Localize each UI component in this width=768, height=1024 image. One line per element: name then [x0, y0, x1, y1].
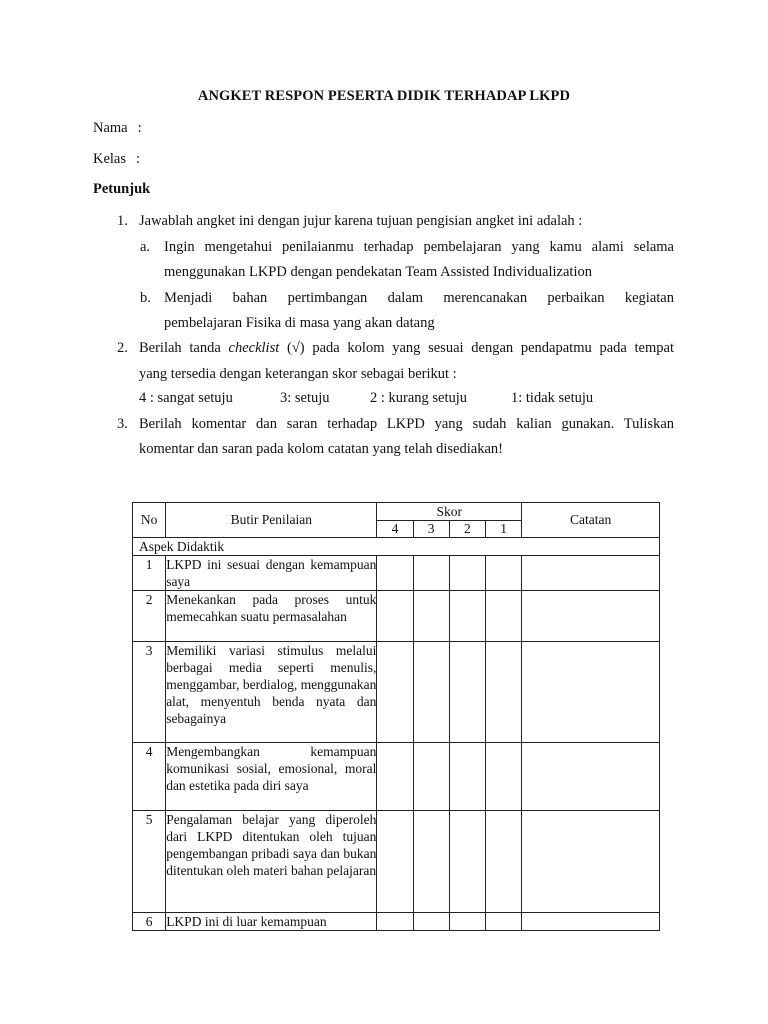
score-cell-4[interactable]	[377, 642, 413, 743]
row-number: 1	[133, 556, 166, 591]
scale-1: 1: tidak setuju	[511, 390, 594, 406]
instruction-1-number: 1.	[117, 213, 128, 229]
instruction-2-italic: checklist	[228, 340, 280, 356]
class-colon: :	[136, 151, 141, 167]
assessment-table	[132, 502, 660, 931]
row-number: 6	[133, 913, 166, 931]
scale-4: 4 : sangat setuju	[139, 390, 233, 406]
row-statement: LKPD ini sesuai dengan kemampuan saya	[166, 557, 377, 589]
score-cell-2[interactable]	[449, 556, 485, 591]
instruction-3-line2: komentar dan saran pada kolom catatan yang telah disediakan!	[139, 441, 503, 457]
instruction-3-number: 3.	[117, 416, 128, 432]
skor-4-header: 4	[377, 521, 413, 538]
instructions-heading: Petunjuk	[93, 181, 151, 197]
score-cell-1[interactable]	[485, 642, 521, 743]
instruction-1-text: Jawablah angket ini dengan jujur karena tujuan pengisian angket ini adalah :	[139, 213, 583, 229]
score-cell-2[interactable]	[449, 642, 485, 743]
table-row	[133, 642, 660, 743]
instruction-2-line1	[139, 340, 674, 356]
instruction-2-post: (√) pada kolom yang sesuai dengan pendapatmu pada tempat	[279, 340, 674, 356]
row-statement	[166, 913, 377, 931]
scale-2: 2 : kurang setuju	[370, 390, 468, 406]
class-label: Kelas	[93, 151, 127, 167]
score-cell-4[interactable]	[377, 811, 413, 913]
row-statement: Mengembangkan kemampuan komunikasi sosial, emosional, moral dan estetika pada diri saya	[166, 743, 377, 811]
score-cell-1[interactable]	[485, 743, 521, 811]
score-cell-1[interactable]	[485, 556, 521, 591]
score-cell-2[interactable]	[449, 591, 485, 642]
notes-cell[interactable]	[522, 913, 660, 931]
name-label: Nama	[93, 120, 128, 136]
page-title: ANGKET RESPON PESERTA DIDIK TERHADAP LKPD	[197, 88, 571, 104]
col-catatan-header: Catatan	[522, 503, 660, 538]
table-row	[133, 743, 660, 811]
table-row	[133, 811, 660, 913]
col-no-header: No	[133, 503, 166, 538]
skor-1-header: 1	[485, 521, 521, 538]
col-skor-header: Skor	[377, 503, 522, 521]
table-row	[133, 556, 660, 591]
row-statement: Menekankan pada proses untuk memecahkan suatu permasalahan	[166, 591, 377, 642]
aspect-heading: Aspek Didaktik	[133, 538, 660, 556]
score-cell-4[interactable]	[377, 591, 413, 642]
scale-3: 3: setuju	[280, 390, 330, 406]
score-cell-3[interactable]	[413, 642, 449, 743]
score-cell-1[interactable]	[485, 591, 521, 642]
score-cell-1[interactable]	[485, 811, 521, 913]
score-cell-4[interactable]	[377, 913, 413, 931]
skor-3-header: 3	[413, 521, 449, 538]
score-cell-3[interactable]	[413, 556, 449, 591]
notes-cell[interactable]	[522, 642, 660, 743]
row-number: 5	[133, 811, 166, 913]
instruction-1a-line1: Ingin mengetahui penilaianmu terhadap pembelajaran yang kamu alami selama	[164, 239, 674, 255]
notes-cell[interactable]	[522, 591, 660, 642]
score-cell-1[interactable]	[485, 913, 521, 931]
score-cell-3[interactable]	[413, 591, 449, 642]
table-row	[133, 591, 660, 642]
row-number: 3	[133, 642, 166, 743]
row-number: 4	[133, 743, 166, 811]
notes-cell[interactable]	[522, 811, 660, 913]
score-cell-3[interactable]	[413, 913, 449, 931]
instruction-3-line1: Berilah komentar dan saran terhadap LKPD yang sudah kalian gunakan. Tuliskan	[139, 416, 674, 432]
class-field	[93, 151, 140, 168]
score-cell-4[interactable]	[377, 743, 413, 811]
row-statement: Memiliki variasi stimulus melalui berbagai media seperti menulis, menggambar, berdialog, menggunakan alat, menyentuh benda nyata dan sebagainya	[166, 642, 377, 743]
col-item-header: Butir Penilaian	[166, 503, 377, 538]
instruction-1a-letter: a.	[140, 239, 151, 255]
row-number: 2	[133, 591, 166, 642]
instruction-1b-letter: b.	[140, 290, 151, 306]
instruction-1b-line2: pembelajaran Fisika di masa yang akan datang	[164, 315, 435, 331]
notes-cell[interactable]	[522, 743, 660, 811]
name-colon: :	[137, 120, 142, 136]
score-cell-3[interactable]	[413, 743, 449, 811]
row-statement-text: LKPD ini di luar kemampuan	[166, 914, 327, 929]
score-cell-2[interactable]	[449, 811, 485, 913]
score-cell-2[interactable]	[449, 913, 485, 931]
instruction-2-pre: Berilah tanda	[139, 340, 229, 356]
table-row	[133, 913, 660, 931]
skor-2-header: 2	[449, 521, 485, 538]
score-cell-2[interactable]	[449, 743, 485, 811]
instruction-2-line2: yang tersedia dengan keterangan skor sebagai berikut :	[139, 366, 457, 382]
row-statement: Pengalaman belajar yang diperoleh dari LKPD ditentukan oleh tujuan pengembangan pribadi saya dan bukan ditentukan oleh materi bahan pelajaran	[166, 811, 377, 913]
score-cell-4[interactable]	[377, 556, 413, 591]
instruction-1b-line1: Menjadi bahan pertimbangan dalam merencanakan perbaikan kegiatan	[164, 290, 674, 306]
name-field	[93, 120, 142, 137]
score-cell-3[interactable]	[413, 811, 449, 913]
instruction-2-number: 2.	[117, 340, 128, 356]
instruction-1a-line2: menggunakan LKPD dengan pendekatan Team Assisted Individualization	[164, 264, 592, 280]
notes-cell[interactable]	[522, 556, 660, 591]
